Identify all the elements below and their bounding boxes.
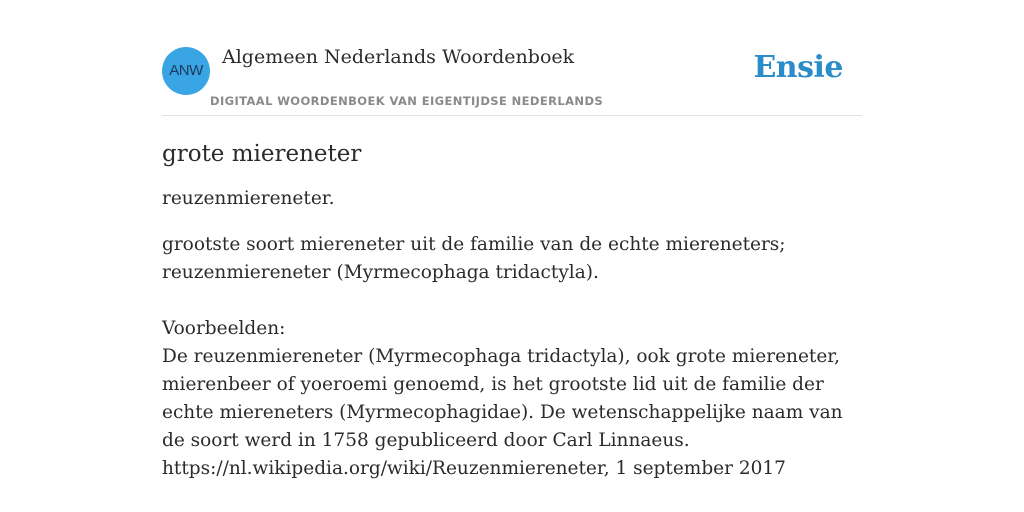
example-source: https://nl.wikipedia.org/wiki/Reuzenmiereneter, 1 september 2017 bbox=[162, 458, 786, 479]
entry-definition: grootste soort miereneter uit de familie van de echte miereneters; reuzenmiereneter (Myrmecophaga tridactyla). bbox=[162, 234, 786, 283]
site-subtitle: DIGITAAL WOORDENBOEK VAN EIGENTIJDSE NEDERLANDS bbox=[210, 94, 604, 108]
site-header bbox=[162, 0, 862, 116]
example-text: De reuzenmiereneter (Myrmecophaga tridactyla), ook grote miereneter, mierenbeer of yoeroemi genoemd, is het grootste lid uit de familie der echte miereneters (Myrmecophagidae). De wetenschappelijke naam van de soort werd in 1758 gepubliceerd door Carl Linnaeus. bbox=[162, 346, 843, 451]
ensie-brand-link[interactable]: Ensie bbox=[753, 50, 843, 85]
site-title[interactable]: Algemeen Nederlands Woordenboek bbox=[222, 46, 575, 68]
entry-headword: grote miereneter bbox=[162, 141, 362, 167]
anw-logo[interactable]: ANW bbox=[162, 47, 210, 95]
examples-label: Voorbeelden: bbox=[162, 318, 286, 339]
entry-content bbox=[162, 136, 862, 483]
entry-synonym: reuzenmiereneter. bbox=[162, 188, 335, 209]
